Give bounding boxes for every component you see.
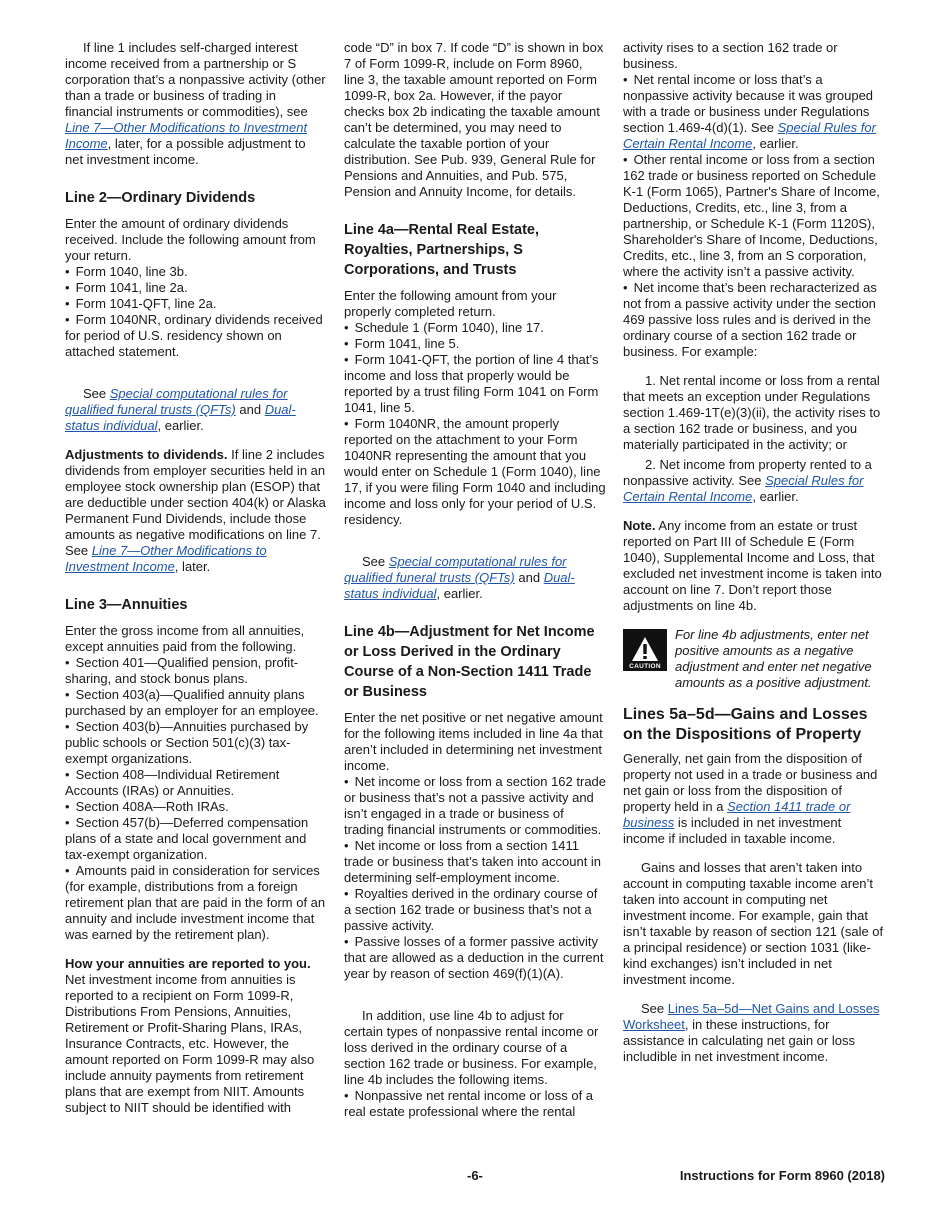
adjustments-label: Adjustments to dividends. <box>65 447 228 462</box>
line4b-text: Enter the net positive or net negative amount for the following items included in line 4a that aren’t included in determining net investment income. <box>344 710 603 773</box>
text: is included in net investment income if included in taxable income. <box>623 815 842 846</box>
link-dual-status[interactable]: Dual-status individual <box>65 402 296 433</box>
warning-triangle-icon <box>630 635 660 663</box>
text: , in these instructions, for assistance in calculating net gain or loss includible in net investment income. <box>623 1017 855 1064</box>
column-1 <box>65 40 327 1129</box>
text: See <box>83 386 110 401</box>
see-qft-paragraph <box>344 554 606 602</box>
list-item: • Net income that’s been recharacterized as not from a passive activity under the section 469 passive loss rules and is derived in the ordinary course of a section 162 trade or business. For example: <box>623 280 885 360</box>
text: 2. Net income from property rented to a nonpassive activity. See <box>623 457 872 488</box>
text: See <box>362 554 389 569</box>
text: Generally, net gain from the disposition of property not used in a trade or business and net gain or loss from the disposition of property held in a <box>623 751 878 814</box>
line4b-bullets <box>344 774 606 982</box>
line3-bullets <box>65 655 327 943</box>
heading-line2: Line 2—Ordinary Dividends <box>65 190 256 206</box>
column-3 <box>623 40 885 1078</box>
link-qft-rules[interactable]: Special computational rules for qualified funeral trusts (QFTs) <box>344 554 567 585</box>
list-item: • Section 408A—Roth IRAs. <box>65 799 327 815</box>
list-item: • Form 1041, line 2a. <box>65 280 327 296</box>
lines5-paragraph <box>623 751 885 847</box>
page-number: -6- <box>467 1168 483 1183</box>
continued-paragraph: code “D” in box 7. If code “D” is shown in box 7 of Form 1099-R, include on Form 8960, line 3, the taxable amount reported on Form 1099-R, box 2a. However, if the payor checks box 2b indicating the taxable amount can’t be determined, you may need to calculate the taxable portion of your distribution. See Pub. 939, General Rule for Pensions and Annuities, and Pub. 575, Pension and Annuity Income, for details. <box>344 40 604 199</box>
line4a-bullets <box>344 320 606 528</box>
list-item: • Form 1040NR, the amount properly reported on the attachment to your Form 1040NR representing the amount that you would enter on Schedule 1 (Form 1040), line 17, if you were filing Form 1040 and including income and loss only for your period of U.S. residency. <box>344 416 606 528</box>
text: Any income from an estate or trust reported on Part III of Schedule E (Form 1040), Supplemental Income and Loss, that excluded net investment income is taken into account on line 7. Don’t report those adjustments on line 4b. <box>623 518 882 613</box>
heading-lines5a-5d: Lines 5a–5d—Gains and Losses on the Dispositions of Property <box>623 706 868 743</box>
line2-bullets <box>65 264 327 360</box>
line3-text: Enter the gross income from all annuities, except annuities paid from the following. <box>65 623 305 654</box>
caution-callout <box>623 627 885 691</box>
list-item: • Section 401—Qualified pension, profit-sharing, and stock bonus plans. <box>65 655 327 687</box>
list-item: • Form 1041, line 5. <box>344 336 606 352</box>
link-dual-status[interactable]: Dual-status individual <box>344 570 575 601</box>
list-item: • Nonpassive net rental income or loss of a real estate professional where the rental <box>344 1088 606 1120</box>
text: , later. <box>174 559 211 574</box>
text: , earlier. <box>436 586 483 601</box>
caution-icon <box>623 629 667 671</box>
annuities-reported-label: How your annuities are reported to you. <box>65 956 311 971</box>
heading-line3: Line 3—Annuities <box>65 597 188 613</box>
list-item: • Net income or loss from a section 162 trade or business that’s not a passive activity and isn’t engaged in a trade or business of trading financial instruments or commodities. <box>344 774 606 838</box>
list-item: • Section 457(b)—Deferred compensation plans of a state and local government and tax-exempt organization. <box>65 815 327 863</box>
rental-bullets <box>623 72 885 360</box>
caution-text: For line 4b adjustments, enter net positive amounts as a negative adjustment and enter net negative amounts as a positive adjustment. <box>675 627 872 690</box>
line4b-items-bullets <box>344 1088 606 1120</box>
continued-text: activity rises to a section 162 trade or business. <box>623 40 838 71</box>
text: Net investment income from annuities is reported to a recipient on Form 1099-R, Distributions From Pensions, Annuities, Retirement or Profit-Sharing Plans, IRAs, Insurance Contracts, etc. However, the amount reported on Form 1099-R may also include annuity payments from retirement plans that are exempt from NIIT. Amounts subject to NIIT should be identified with <box>65 972 315 1115</box>
list-item: • Form 1040NR, ordinary dividends received for period of U.S. residency shown on attached statement. <box>65 312 327 360</box>
list-item: • Form 1041-QFT, line 2a. <box>65 296 327 312</box>
list-item <box>623 72 885 152</box>
list-item: • Section 408—Individual Retirement Accounts (IRAs) or Annuities. <box>65 767 327 799</box>
link-qft-rules[interactable]: Special computational rules for qualified funeral trusts (QFTs) <box>65 386 288 417</box>
gains-paragraph: Gains and losses that aren’t taken into account in computing taxable income aren’t taken into account in computing net investment income. For example, gain that isn’t taxable by reason of section 121 (sale of a principal residence) or section 1031 (like-kind exchanges) isn’t included in net investment income. <box>623 860 884 987</box>
text: , later, for a possible adjustment to net investment income. <box>65 136 306 167</box>
text: Net rental income or loss that’s a nonpassive activity because it was grouped with a trade or business under Regulations section 1.469-4(d)(1). See <box>623 72 874 135</box>
addition-paragraph: In addition, use line 4b to adjust for certain types of nonpassive rental income or loss derived in the ordinary course of a section 162 trade or business. For example, line 4b includes the following items. <box>344 1008 599 1087</box>
annuities-reported-paragraph <box>65 956 327 1116</box>
list-item: • Other rental income or loss from a section 162 trade or business reported on Schedule K-1 (Form 1065), Partner's Share of Income, Deductions, Credits, etc., line 3, from a partnership, or Schedule K-1 (Form 1120S), Shareholder's Share of Income, Deductions, Credits, etc., line 3, from an S corporation, where the activity isn’t a passive activity. <box>623 152 885 280</box>
text: If line 2 includes dividends from employer securities held in an employee stock ownership plan (ESOP) that are deductible under section 404(k) or Alaska Permanent Fund Dividends, include those amounts as negative modifications on line 7. See <box>65 447 326 558</box>
heading-line4a: Line 4a—Rental Real Estate, Royalties, Partnerships, S Corporations, and Trusts <box>344 222 540 278</box>
text: and <box>235 402 265 417</box>
text: See <box>641 1001 668 1016</box>
column-2 <box>344 40 606 1133</box>
note-label: Note. <box>623 518 656 533</box>
intro-paragraph <box>65 40 327 168</box>
see-worksheet-paragraph <box>623 1001 885 1065</box>
see-qft-paragraph <box>65 386 327 434</box>
heading-line4b: Line 4b—Adjustment for Net Income or Loss Derived in the Ordinary Course of a Non-Section 1411 Trade or Business <box>344 624 595 700</box>
numbered-item-2 <box>623 457 885 505</box>
text: , earlier. <box>752 136 799 151</box>
text: If line 1 includes self-charged interest income received from a partnership or S corporation that’s a nonpassive activity (other than a trade or business of trading in financial instruments or commodities), see <box>65 40 326 119</box>
list-item: • Section 403(b)—Annuities purchased by public schools or Section 501(c)(3) tax-exempt organizations. <box>65 719 327 767</box>
list-item: • Passive losses of a former passive activity that are allowed as a deduction in the current year by reason of section 469(f)(1)(A). <box>344 934 606 982</box>
line4a-text: Enter the following amount from your properly completed return. <box>344 288 557 319</box>
list-item: • Royalties derived in the ordinary course of a section 162 trade or business that’s not a passive activity. <box>344 886 606 934</box>
link-section-1411[interactable]: Section 1411 trade or business <box>623 799 851 830</box>
note-paragraph <box>623 518 885 614</box>
list-item: • Amounts paid in consideration for services (for example, distributions from a foreign retirement plan that are paid in the form of an annuity and include investment income that was earned by the retirement plan). <box>65 863 327 943</box>
list-item: • Section 403(a)—Qualified annuity plans purchased by an employer for an employee. <box>65 687 327 719</box>
caution-label: CAUTION <box>629 663 661 670</box>
list-item: • Schedule 1 (Form 1040), line 17. <box>344 320 606 336</box>
form-title: Instructions for Form 8960 (2018) <box>679 1168 885 1183</box>
link-special-rules-rental[interactable]: Special Rules for Certain Rental Income <box>623 120 876 151</box>
list-item: • Net income or loss from a section 1411 trade or business that’s taken into account in determining self-employment income. <box>344 838 606 886</box>
text: , earlier. <box>752 489 799 504</box>
link-line7-modifications[interactable]: Line 7—Other Modifications to Investment Income <box>65 543 267 574</box>
list-item: • Form 1041-QFT, the portion of line 4 that’s income and loss that properly would be reported by a trust filing Form 1041 on Form 1041, line 5. <box>344 352 606 416</box>
text: , earlier. <box>157 418 204 433</box>
link-special-rules-rental[interactable]: Special Rules for Certain Rental Income <box>623 473 864 504</box>
adjustments-paragraph <box>65 447 327 575</box>
list-item: • Form 1040, line 3b. <box>65 264 327 280</box>
link-gains-losses-worksheet[interactable]: Lines 5a–5d—Net Gains and Losses Worksheet <box>623 1001 880 1032</box>
line2-text: Enter the amount of ordinary dividends received. Include the following amount from your return. <box>65 216 316 263</box>
numbered-item-1: 1. Net rental income or loss from a rental that meets an exception under Regulations section 1.469-1T(e)(3)(ii), the activity rises to a section 162 trade or business, and you materially participated in the activity; or <box>623 373 881 452</box>
text: and <box>514 570 544 585</box>
link-line7-modifications[interactable]: Line 7—Other Modifications to Investment Income <box>65 120 308 151</box>
